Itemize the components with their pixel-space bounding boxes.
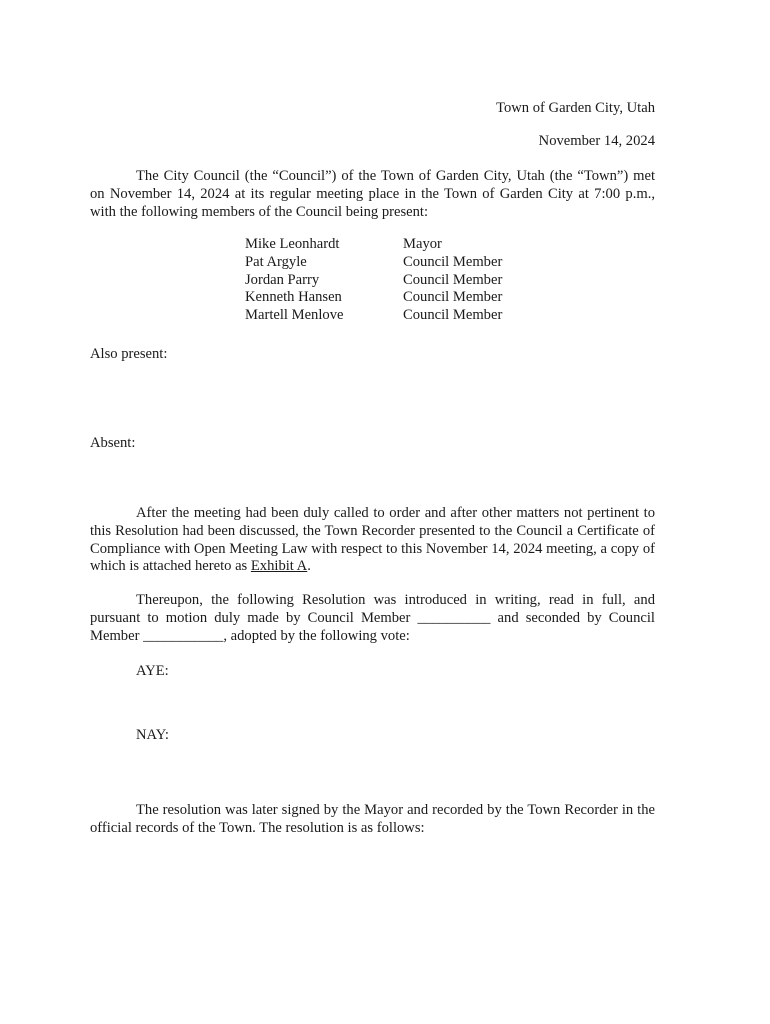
nay-label: NAY:	[136, 727, 169, 743]
exhibit-a-reference: Exhibit A	[250, 558, 308, 575]
member-role: Council Member	[403, 307, 503, 324]
member-name: Mike Leonhardt	[245, 236, 340, 252]
member-row	[245, 272, 575, 290]
aye-label: AYE:	[136, 663, 169, 679]
meeting-paragraph-end: .	[307, 558, 311, 575]
member-name: Jordan Parry	[245, 271, 320, 288]
member-role: Council Member	[403, 271, 503, 288]
member-row	[245, 254, 575, 272]
member-name: Martell Menlove	[245, 307, 344, 324]
intro-paragraph: The City Council (the “Council”) of the Town of Garden City, Utah (the “Town”) met on November 14, 2024 at its regular meeting place in the Town of Garden City at 7:00 p.m., with the following members of the Council being present:	[90, 168, 655, 220]
member-row	[245, 236, 575, 254]
resolution-paragraph: Thereupon, the following Resolution was introduced in writing, read in full, and pursuant to motion duly made by Council Member __________ and seconded by Council Member ___________, adopted by the following vote:	[90, 592, 655, 644]
member-row	[245, 307, 575, 325]
meeting-paragraph-text: After the meeting had been duly called to order and after other matters not pertinent to this Resolution had been discussed, the Town Recorder presented to the Council a Certificate of Compliance with Open Meeting Law with respect to this November 14, 2024 meeting, a copy of which is attached hereto as	[90, 505, 655, 575]
member-row	[245, 289, 575, 307]
member-role: Council Member	[403, 253, 503, 270]
member-name: Kenneth Hansen	[245, 289, 342, 306]
member-role: Mayor	[403, 236, 442, 252]
signed-paragraph: The resolution was later signed by the Mayor and recorded by the Town Recorder in the official records of the Town. The resolution is as follows:	[90, 802, 655, 836]
absent-label: Absent:	[90, 435, 136, 451]
document-page	[90, 0, 655, 1024]
member-name: Pat Argyle	[245, 253, 307, 270]
meeting-date: November 14, 2024	[538, 133, 655, 149]
member-role: Council Member	[403, 289, 503, 306]
town-heading: Town of Garden City, Utah	[496, 100, 655, 116]
meeting-paragraph	[90, 505, 655, 576]
members-list	[245, 236, 575, 325]
also-present-label: Also present:	[90, 346, 168, 362]
